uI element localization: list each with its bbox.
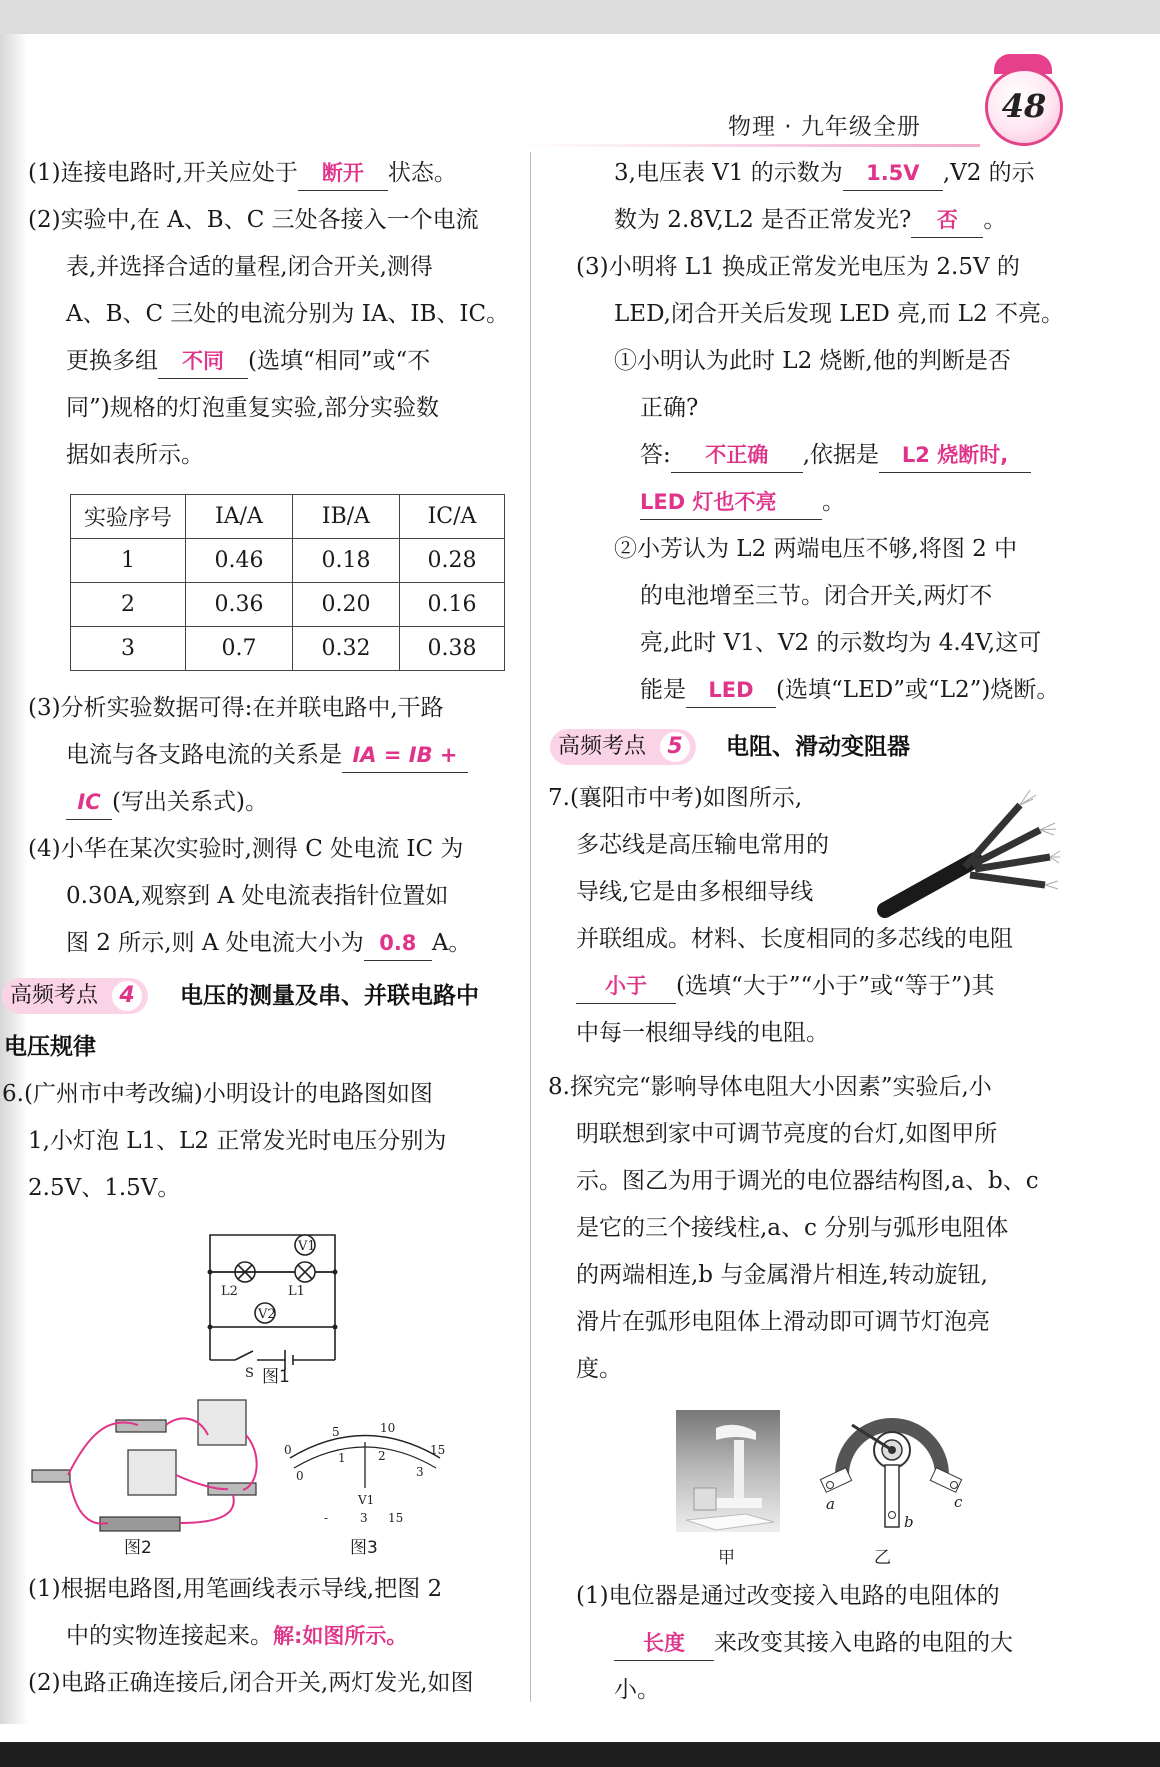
q4-answer: 0.8: [364, 926, 432, 961]
q3-answer-b: IC: [66, 785, 112, 820]
page-number: 48: [1001, 87, 1047, 125]
table-cell: 1: [71, 539, 186, 583]
q7-line5: [576, 963, 995, 1010]
q6-line3: 2.5V、1.5V。: [28, 1175, 181, 1201]
q6-2-text-end: ,V2 的示: [942, 160, 1035, 186]
q3-text-end: (写出关系式)。: [112, 789, 268, 815]
fig1-s-label: S: [245, 1366, 254, 1381]
q6-2-text-end-2: 。: [983, 207, 1007, 233]
q6-3-s1-answer-a: 不正确: [671, 438, 803, 473]
table-cell: 0.20: [293, 583, 400, 627]
q3-answer-a: IA = IB +: [342, 738, 468, 773]
fig3-fifteen: 15: [388, 1511, 404, 1525]
page-number-badge: [985, 68, 1063, 146]
table-header: IC/A: [400, 495, 505, 539]
q8-line6: 滑片在弧形电阻体上滑动即可调节灯泡亮: [576, 1309, 990, 1335]
q7-line2: 多芯线是高压输电常用的: [576, 832, 829, 858]
fig1-v1-label: V1: [298, 1239, 316, 1254]
q8-line5: 的两端相连,b 与金属滑片相连,转动旋钮,: [576, 1262, 988, 1288]
q6-2-answer-a: 1.5V: [843, 156, 943, 191]
q6-3-s1-answer-c: LED 灯也不亮: [640, 485, 822, 520]
q1-text-end: 状态。: [387, 160, 457, 186]
q6-3-s2-line1: ②小芳认为 L2 两端电压不够,将图 2 中: [614, 536, 1018, 562]
table-cell: 3: [71, 627, 186, 671]
q4-text: 图 2 所示,则 A 处电流大小为: [66, 930, 364, 956]
fig-yi-caption: 乙: [874, 1548, 891, 1568]
q8-1-line1: (1)电位器是通过改变接入电路的电阻体的: [576, 1583, 1000, 1609]
q6-2-right-line2: [614, 197, 1006, 244]
table-header: IA/A: [186, 495, 293, 539]
q6-3-s2-text-end: (选填“LED”或“L2”)烧断。: [776, 677, 1060, 703]
q7-line6: 中每一根细导线的电阻。: [576, 1020, 829, 1046]
fig3-top-10: 10: [380, 1421, 396, 1435]
header-title: 物理 · 九年级全册: [728, 114, 921, 140]
q2-text-end: (选填“相同”或“不: [248, 348, 431, 374]
q6-1-line1: (1)根据电路图,用笔画线表示导线,把图 2: [28, 1576, 443, 1602]
section-4-title-2: 电压规律: [4, 1034, 96, 1060]
q3-line1: (3)分析实验数据可得:在并联电路中,干路: [28, 695, 444, 721]
table-row: [71, 583, 505, 627]
fig2-caption: 图2: [124, 1538, 152, 1558]
q6-2-text-2: 数为 2.8V,L2 是否正常发光?: [614, 207, 912, 233]
q2-line3: A、B、C 三处的电流分别为 IA、IB、IC。: [66, 301, 510, 327]
fig3-top-15: 15: [430, 1443, 446, 1457]
q1-line: [28, 150, 457, 197]
q2-line5: 同”)规格的灯泡重复实验,部分实验数: [66, 395, 440, 421]
q8-line7: 度。: [576, 1356, 622, 1382]
q6-2-right-line1: [614, 150, 1035, 197]
q7-line4: 并联组成。材料、长度相同的多芯线的电阻: [576, 926, 1013, 952]
terminal-a-label: a: [826, 1495, 835, 1513]
top-bar: [0, 0, 1160, 34]
q8-1-text-end: 来改变其接入电路的电阻的大: [714, 1630, 1013, 1656]
q6-3-s2-answer: LED: [686, 673, 776, 708]
table-cell: 0.38: [400, 627, 505, 671]
table-row: [71, 627, 505, 671]
fig-jia-caption: 甲: [718, 1548, 735, 1568]
fig3-bottom-1: 1: [338, 1451, 346, 1465]
table-header: 实验序号: [71, 495, 186, 539]
q6-3-s1-answer-b: L2 烧断时,: [879, 438, 1031, 473]
q2-line1: (2)实验中,在 A、B、C 三处各接入一个电流: [28, 207, 479, 233]
q6-3-s2-text: 能是: [640, 677, 686, 703]
potentiometer-diagram: [812, 1405, 972, 1540]
fig3-bottom-2: 2: [378, 1449, 386, 1463]
fig1-l2-label: L2: [221, 1284, 238, 1299]
q8-line3: 示。图乙为用于调光的电位器结构图,a、b、c: [576, 1168, 1039, 1194]
q3-line2: [66, 732, 468, 779]
section-5-title: 电阻、滑动变阻器: [726, 734, 910, 760]
column-divider: [530, 152, 531, 1702]
terminal-c-label: c: [954, 1493, 963, 1511]
fig3-top-5: 5: [332, 1425, 340, 1439]
q6-3-s1-line1: ①小明认为此时 L2 烧断,他的判断是否: [614, 348, 1011, 374]
page-shadow: [0, 34, 28, 1724]
q7-text-end: (选填“大于”“小于”或“等于”)其: [676, 973, 995, 999]
q6-3-s1-text-mid: ,依据是: [802, 442, 880, 468]
q6-2-line1: (2)电路正确连接后,闭合开关,两灯发光,如图: [28, 1670, 474, 1696]
q6-3-s1-line4: [640, 479, 845, 526]
q4-line2: 0.30A,观察到 A 处电流表指针位置如: [66, 883, 449, 909]
section-5-number: 5: [660, 732, 690, 762]
q1-text: (1)连接电路时,开关应处于: [28, 160, 298, 186]
table-row: [71, 539, 505, 583]
section-4-title: 电压的测量及串、并联电路中: [180, 983, 479, 1009]
q8-line4: 是它的三个接线柱,a、c 分别与弧形电阻体: [576, 1215, 1009, 1241]
q6-3-s1-line2: 正确?: [640, 395, 699, 421]
header-rule: [520, 144, 980, 147]
data-table: [70, 494, 505, 671]
q6-3-s1-text-end: 。: [822, 489, 845, 515]
table-cell: 0.18: [293, 539, 400, 583]
q6-2-answer-b: 否: [911, 203, 983, 238]
q6-1-text: 中的实物连接起来。: [66, 1623, 273, 1649]
fig3-bottom-0: 0: [296, 1469, 304, 1483]
q4-line3: [66, 920, 471, 967]
q1-answer: 断开: [298, 156, 388, 191]
terminal-b-label: b: [904, 1513, 914, 1531]
q8-line1: 8.探究完“影响导体电阻大小因素”实验后,小: [548, 1074, 992, 1100]
voltmeter-scale-fig3: [280, 1418, 450, 1528]
q4-line1: (4)小华在某次实验时,测得 C 处电流 IC 为: [28, 836, 464, 862]
q6-line2: 1,小灯泡 L1、L2 正常发光时电压分别为: [28, 1128, 447, 1154]
desk-lamp-photo: [676, 1410, 780, 1532]
q2-answer: 不同: [158, 344, 248, 379]
q6-3-s1-text: 答:: [640, 442, 671, 468]
table-cell: 0.7: [186, 627, 293, 671]
section-5-label: 高频考点: [558, 734, 647, 759]
q7-answer: 小于: [576, 969, 676, 1004]
table-cell: 0.36: [186, 583, 293, 627]
fig3-v-label: V1: [358, 1493, 375, 1507]
q3-line3: [66, 779, 268, 826]
fig3-top-0: 0: [284, 1443, 292, 1457]
section-4-number: 4: [112, 981, 142, 1011]
q8-line2: 明联想到家中可调节亮度的台灯,如图甲所: [576, 1121, 998, 1147]
table-cell: 2: [71, 583, 186, 627]
q6-3-s1-line3: [640, 432, 1031, 479]
q3-text: 电流与各支路电流的关系是: [66, 742, 342, 768]
bottom-bar: [0, 1742, 1160, 1767]
fig1-l1-label: L1: [288, 1284, 305, 1299]
fig3-bottom-3: 3: [416, 1465, 424, 1479]
q6-3-s2-line4: [640, 667, 1059, 714]
table-cell: 0.16: [400, 583, 505, 627]
section-5-pill: [550, 729, 696, 765]
q7-line1: 7.(襄阳市中考)如图所示,: [548, 785, 803, 811]
q8-1-line2: [614, 1620, 1013, 1667]
fig1-v2-label: V2: [258, 1307, 276, 1322]
table-cell: 0.32: [293, 627, 400, 671]
fig1-caption: 图1: [262, 1367, 290, 1387]
q2-line6: 据如表所示。: [66, 442, 204, 468]
table-cell: 0.28: [400, 539, 505, 583]
multicore-wire-image: [880, 785, 1060, 915]
fig3-caption: 图3: [350, 1538, 378, 1558]
q6-1-line2: [66, 1613, 407, 1660]
q6-2-text: 3,电压表 V1 的示数为: [614, 160, 843, 186]
table-header: IB/A: [293, 495, 400, 539]
q4-text-end: A。: [431, 930, 472, 956]
q7-line3: 导线,它是由多根细导线: [576, 879, 814, 905]
fig3-three: 3: [360, 1511, 368, 1525]
table-cell: 0.46: [186, 539, 293, 583]
physical-circuit-fig2: [28, 1395, 268, 1535]
section-4-label: 高频考点: [10, 983, 99, 1008]
q2-text: 更换多组: [66, 348, 158, 374]
q6-3-s2-line2: 的电池增至三节。闭合开关,两灯不: [640, 583, 993, 609]
q6-3-line1: (3)小明将 L1 换成正常发光电压为 2.5V 的: [576, 254, 1020, 280]
q8-1-line3: 小。: [614, 1677, 660, 1703]
section-4-pill: [2, 978, 148, 1014]
fig3-minus: -: [324, 1511, 329, 1525]
q6-3-s2-line3: 亮,此时 V1、V2 的示数均为 4.4V,这可: [640, 630, 1042, 656]
q6-line1: 6.(广州市中考改编)小明设计的电路图如图: [2, 1081, 433, 1107]
q2-line2: 表,并选择合适的量程,闭合开关,测得: [66, 254, 433, 280]
table-header-row: [71, 495, 505, 539]
q6-3-line2: LED,闭合开关后发现 LED 亮,而 L2 不亮。: [614, 301, 1064, 327]
q8-1-answer: 长度: [614, 1626, 714, 1661]
q2-line4: [66, 338, 430, 385]
q6-1-answer: 解:如图所示。: [273, 1624, 408, 1648]
